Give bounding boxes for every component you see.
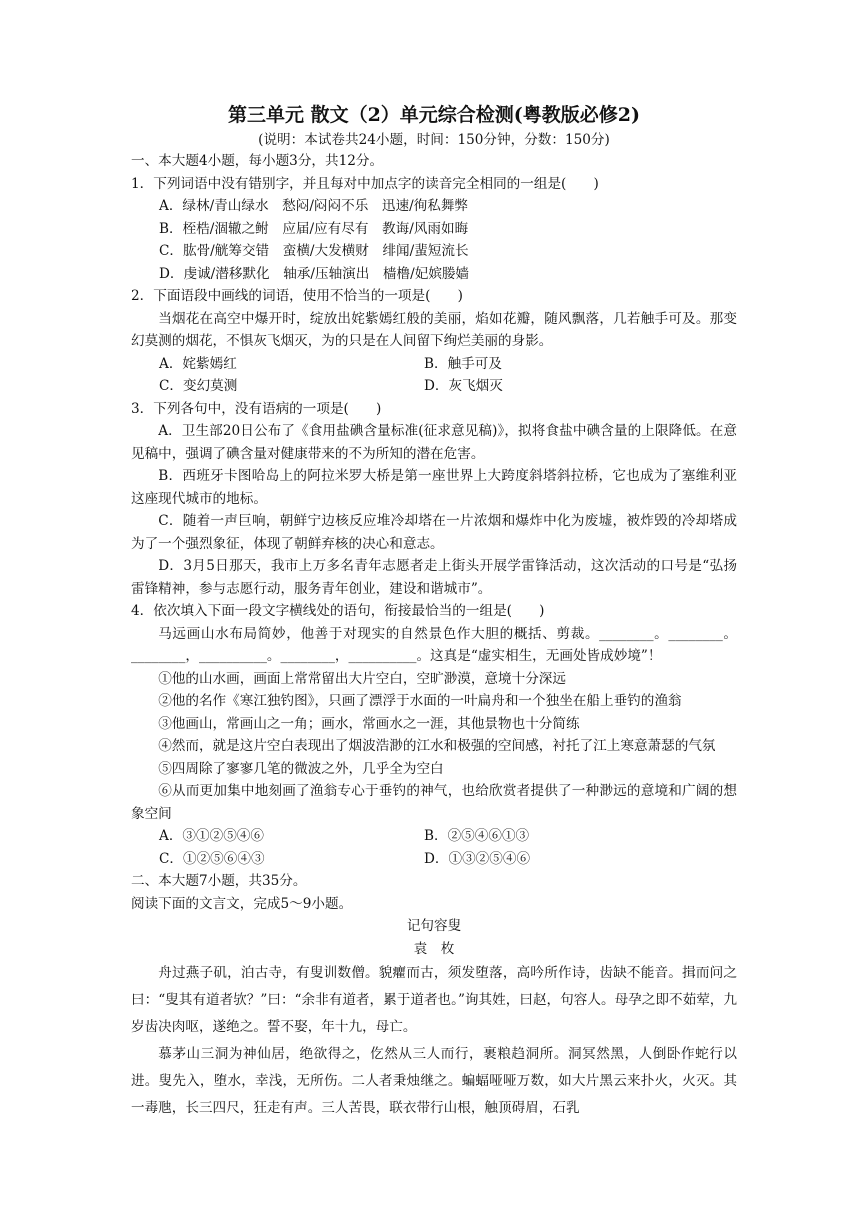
q4-options-row-2: [131, 848, 737, 871]
section2-intro: 阅读下面的文言文，完成5～9小题。: [131, 895, 353, 912]
q4-option-a: A．③①②⑤④⑥: [159, 828, 264, 844]
article-paragraph-2: 慕茅山三洞为神仙居，绝欲得之，仡然从三人而行，裹粮趋洞所。洞冥然黑，人倒卧作蛇行以进。叟先入，堕水，幸浅，无所伤。二人者秉烛继之。蝙蝠哑哑万数，如大片黑云来扑火，火灭。其一毒虺，长三四尺，狂走有声。三人苦畏，联衣带行山根，触顶碍眉，石乳: [131, 1046, 737, 1116]
q3-option-b: B．西班牙卡图哈岛上的阿拉米罗大桥是第一座世界上大跨度斜塔斜拉桥，它也成为了塞维利亚这座现代城市的地标。: [131, 468, 737, 507]
q1-option-c: C．肱骨/觥筹交错 蛮横/大发横财 绯闻/蜚短流长: [159, 243, 469, 259]
q4-options-row-1: [131, 825, 737, 848]
q4-stem: 4．依次填入下面一段文字横线处的语句，衔接最恰当的一组是( ): [131, 603, 545, 619]
article-paragraph-1: 舟过燕子矶，泊古寺，有叟训数僧。貌癯而古，须发堕落，高吟所作诗，齿缺不能音。揖而问之曰：“叟其有道者欤？”曰：“余非有道者，累于道者也。”询其姓，曰赵，句容人。母孕之即不茹荤，九岁齿决肉呕，遂绝之。誓不娶，年十九，母亡。: [131, 965, 737, 1035]
q2-options-row-2: [131, 375, 737, 398]
document-page: [131, 100, 737, 1122]
q2-passage: 当烟花在高空中爆开时，绽放出姹紫嫣红般的美丽，焰如花瓣，随风飘落，几若触手可及。那变幻莫测的烟花，不惧灰飞烟灭，为的只是在人间留下绚烂美丽的身影。: [131, 310, 737, 349]
q2-stem: 2．下面语段中画线的词语，使用不恰当的一项是( ): [131, 288, 463, 304]
q1-option-a: A．绿林/青山绿水 愁闷/闷闷不乐 迅速/徇私舞弊: [159, 198, 469, 214]
q3-option-a: A．卫生部20日公布了《食用盐碘含量标准(征求意见稿)》，拟将食盐中碘含量的上限降低。在意见稿中，强调了碘含量对健康带来的不为所知的潜在危害。: [131, 423, 737, 462]
q4-option-c: C．①②⑤⑥④③: [159, 850, 265, 867]
page-title: 第三单元 散文（2）单元综合检测(粤教版必修2): [227, 104, 641, 126]
q3-stem: 3．下列各句中，没有语病的一项是( ): [131, 400, 382, 417]
q3-option-c: C．随着一声巨响，朝鲜宁边核反应堆冷却塔在一片浓烟和爆炸中化为废墟，被炸毁的冷却塔成为了一个强烈象征，体现了朝鲜弃核的决心和意志。: [131, 513, 737, 552]
exam-instructions: (说明：本试卷共24小题，时间：150分钟，分数：150分): [258, 132, 610, 148]
q2-option-d: D．灰飞烟灭: [424, 378, 503, 394]
q1-stem: 1．下列词语中没有错别字，并且每对中加点字的读音完全相同的一组是( ): [131, 175, 599, 192]
q2-option-b: B．触手可及: [424, 355, 502, 372]
q4-item-1: ①他的山水画，画面上常常留出大片空白，空旷渺漠，意境十分深远: [158, 670, 566, 687]
section1-header: 一、本大题4小题，每小题3分，共12分。: [131, 153, 384, 169]
q4-option-d: D．①③②⑤④⑥: [424, 850, 531, 867]
q2-option-c: C．变幻莫测: [159, 378, 238, 394]
article-author: 袁 枚: [413, 940, 455, 957]
section2-header: 二、本大题7小题，共35分。: [131, 873, 307, 889]
article-title: 记句容叟: [406, 918, 462, 934]
q4-option-b: B．②⑤④⑥①③: [424, 828, 530, 844]
q1-option-b: B．桎梏/涸辙之鲋 应届/应有尽有 教诲/风雨如晦: [159, 220, 469, 237]
q4-item-5: ⑤四周除了寥寥几笔的微波之外，几乎全为空白: [158, 760, 444, 777]
q4-item-3: ③他画山，常画山之一角；画水，常画水之一涯，其他景物也十分简练: [158, 715, 580, 732]
q1-option-d: D．虔诚/潜移默化 轴承/压轴演出 樯橹/妃嫔媵嫱: [159, 265, 470, 282]
q3-option-d: D．3月5日那天，我市上万多名青年志愿者走上街头开展学雷锋活动，这次活动的口号是“弘扬雷锋精神，参与志愿行动，服务青年创业，建设和谐城市”。: [131, 558, 737, 597]
q4-item-6: ⑥从而更加集中地刻画了渔翁专心于垂钓的神气，也给欣赏者提供了一种渺远的意境和广阔的想象空间: [131, 783, 737, 822]
q4-item-4: ④然而，就是这片空白表现出了烟波浩渺的江水和极强的空间感，衬托了江上寒意萧瑟的气氛: [158, 738, 716, 754]
q2-option-a: A．姹紫嫣红: [159, 355, 237, 372]
q2-options-row-1: [131, 353, 737, 376]
q4-item-2: ②他的名作《寒江独钓图》，只画了漂浮于水面的一叶扁舟和一个独坐在船上垂钓的渔翁: [158, 693, 682, 709]
q4-passage: 马远画山水布局简妙，他善于对现实的自然景色作大胆的概括、剪裁。________。________。________，__________。________，__________。这真是“虚实相生，无画处皆成妙境”！: [131, 625, 737, 664]
